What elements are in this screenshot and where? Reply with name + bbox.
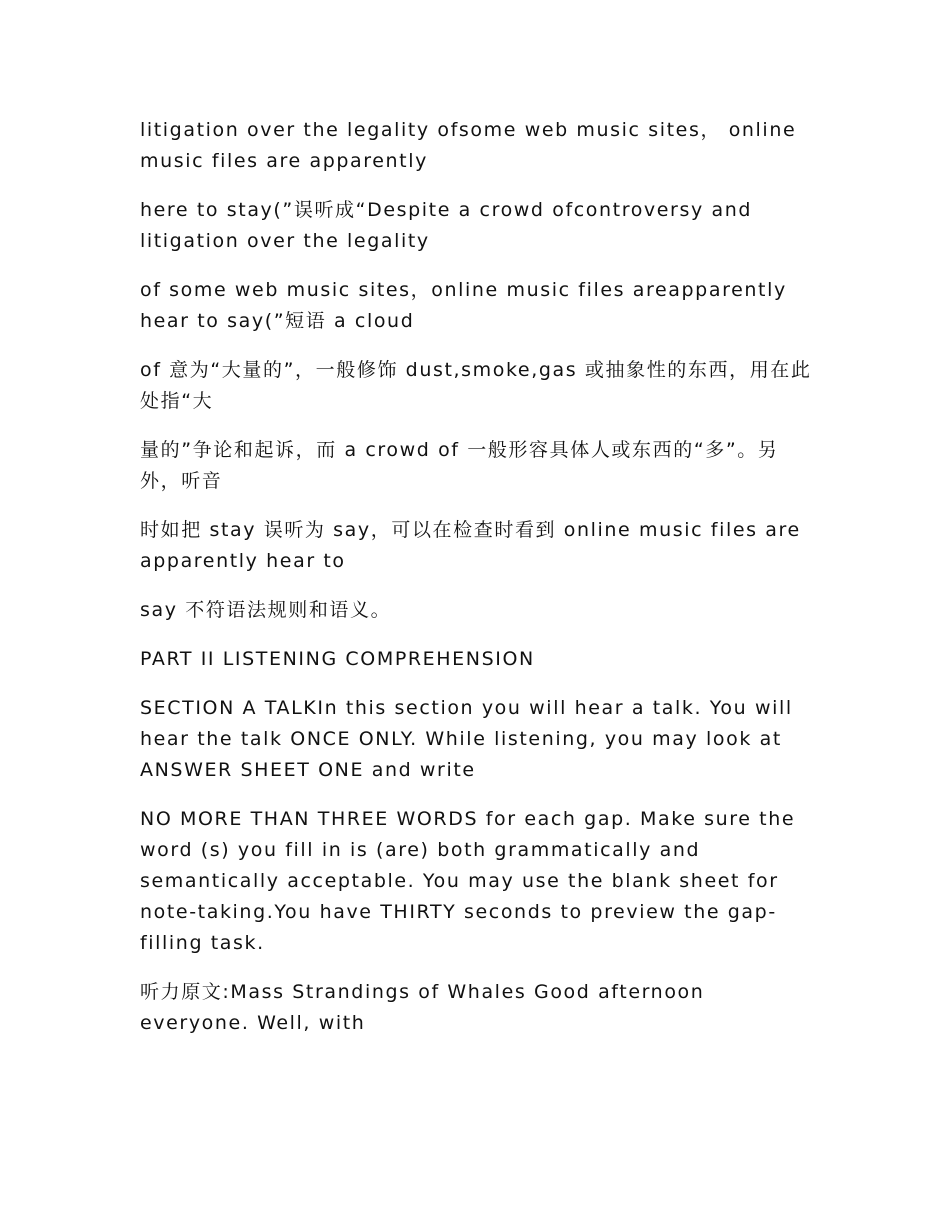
paragraph-4: of 意为“大量的”，一般修饰 dust,smoke,gas 或抽象性的东西，用在此处指“大 [140,359,812,412]
paragraph-2: here to stay(”误听成“Despite a crowd ofcontroversy and litigation over the legality [140,199,752,252]
paragraph-5: 量的”争论和起诉，而 a crowd of 一般形容具体人或东西的“多”。另外，听音 [140,439,779,492]
paragraph-7: say 不符语法规则和语义。 [140,599,392,621]
section-heading-part-ii: PART II LISTENING COMPREHENSION [140,648,535,670]
paragraph-3: of some web music sites，online music files areapparently hear to say(”短语 a cloud [140,279,787,332]
paragraph-6: 时如把 stay 误听为 say，可以在检查时看到 online music files are apparently hear to [140,519,801,572]
page-body [140,115,812,1057]
section-a-instructions: SECTION A TALKIn this section you will hear a talk. You will hear the talk ONCE ONLY. While listening, you may look at ANSWER SHEET ONE and write [140,697,793,781]
paragraph-1: litigation over the legality ofsome web music sites， online music files are apparently [140,119,797,172]
gap-filling-instructions: NO MORE THAN THREE WORDS for each gap. Make sure the word (s) you fill in is (are) both grammatically and semantically acceptable. You may use the blank sheet for note-taking.You have THIRTY seconds to preview the gap-filling task. [140,808,796,954]
transcript-start: 听力原文:Mass Strandings of Whales Good afternoon everyone. Well, with [140,981,705,1034]
